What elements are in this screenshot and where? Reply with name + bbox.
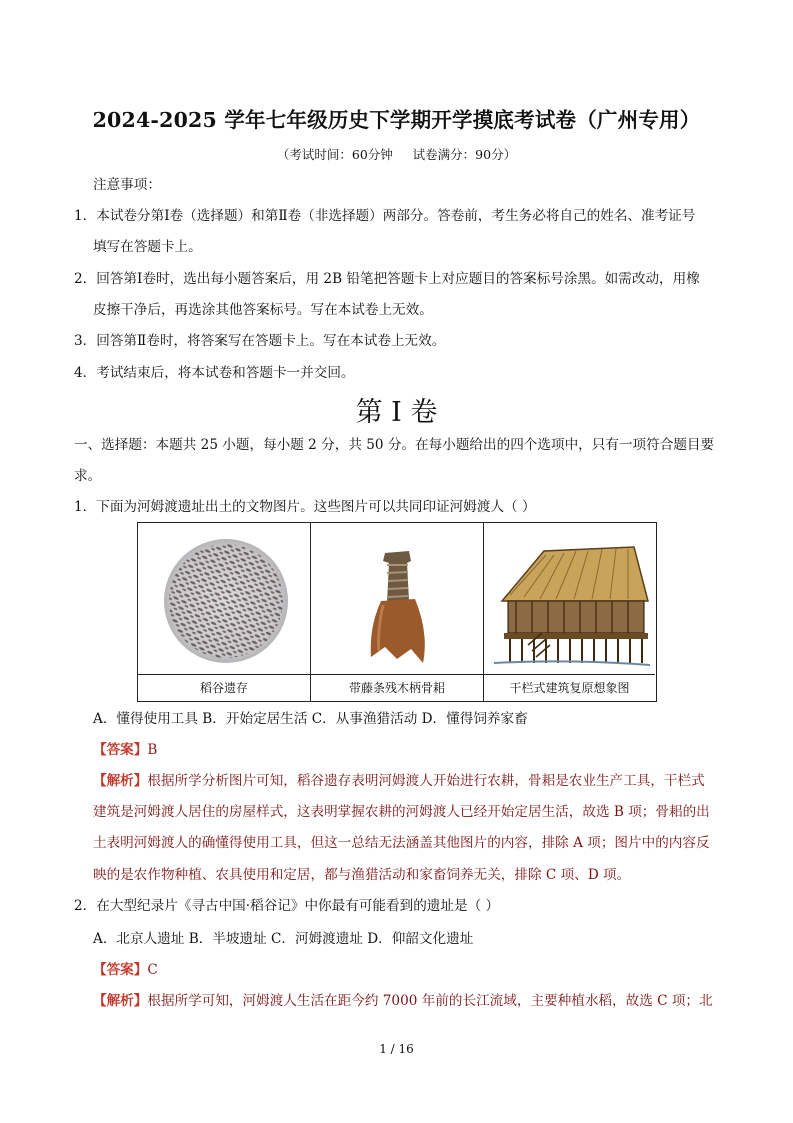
question-2-stem: 2．在大型纪录片《寻古中国·稻谷记》中你最有可能看到的遗址是（ ） [74, 898, 500, 914]
analysis-line: 土表明河姆渡人的确懂得使用工具，但这一总结无法涵盖其他图片的内容，排除 A 项；图片中的内容反 [93, 835, 710, 851]
section-title: 第 I 卷 [355, 397, 438, 428]
page-number: 1 / 16 [379, 1042, 414, 1056]
analysis-line: 根据所学可知，河姆渡人生活在距今约 7000 年前的长江流域，主要种植水稻，故选 C 项；北 [147, 993, 713, 1009]
answer-value: B [147, 742, 158, 758]
answer-label: 【答案】 [93, 962, 148, 978]
bone-spade-caption: 带藤条残木柄骨耜 [311, 674, 483, 701]
stilt-house-cell [484, 523, 655, 701]
note-item: 皮擦干净后，再选涂其他答案标号。写在本试卷上无效。 [93, 302, 433, 318]
question-2-answer [93, 961, 158, 979]
note-item: 1．本试卷分第Ⅰ卷（选择题）和第Ⅱ卷（非选择题）两部分。答卷前，考生务必将自己的姓名、准考证号 [74, 208, 696, 224]
rice-remains-caption: 稻谷遗存 [138, 674, 310, 701]
exam-info: （考试时间：60分钟 试卷满分：90分） [276, 147, 517, 162]
rice-remains-cell [138, 523, 310, 701]
question-1-options: A．懂得使用工具 B．开始定居生活 C．从事渔猎活动 D．懂得饲养家畜 [93, 711, 528, 727]
bone-spade-image [311, 523, 483, 675]
analysis-line: 映的是农作物种植、农具使用和定居，都与渔猎活动和家畜饲养无关，排除 C 项、D 项。 [93, 867, 631, 883]
page-title: 2024-2025 学年七年级历史下学期开学摸底考试卷（广州专用） [92, 108, 701, 132]
question-1-stem: 1．下面为河姆渡遗址出土的文物图片。这些图片可以共同印证河姆渡人（ ） [74, 499, 536, 515]
artifact-image-table [137, 522, 657, 702]
notes-heading: 注意事项： [93, 177, 161, 193]
answer-label: 【答案】 [93, 742, 148, 758]
analysis-label: 【解析】 [93, 773, 148, 789]
question-1-answer [93, 741, 157, 759]
bone-spade-cell [311, 523, 483, 701]
answer-value: C [147, 962, 158, 978]
stilt-house-caption: 干栏式建筑复原想象图 [484, 674, 655, 701]
question-1-analysis [93, 772, 705, 790]
analysis-line: 建筑是河姆渡人居住的房屋样式，这表明掌握农耕的河姆渡人已经开始定居生活，故选 B 项；骨耜的出 [93, 804, 710, 820]
analysis-label: 【解析】 [93, 993, 148, 1009]
question-2-analysis [93, 992, 713, 1010]
question-2-options: A．北京人遗址 B．半坡遗址 C．河姆渡遗址 D．仰韶文化遗址 [93, 931, 474, 947]
note-item: 4．考试结束后，将本试卷和答题卡一并交回。 [74, 365, 355, 381]
stilt-house-image [484, 523, 655, 675]
note-item: 填写在答题卡上。 [93, 239, 202, 255]
analysis-line: 根据所学分析图片可知，稻谷遗存表明河姆渡人开始进行农耕，骨耜是农业生产工具，干栏式 [147, 773, 705, 789]
note-item: 2．回答第Ⅰ卷时，选出每小题答案后，用 2B 铅笔把答题卡上对应题目的答案标号涂黑。如需改动，用橡 [74, 271, 700, 287]
rice-remains-image [138, 523, 310, 675]
section-instruction: 求。 [74, 468, 102, 484]
note-item: 3．回答第Ⅱ卷时，将答案写在答题卡上。写在本试卷上无效。 [74, 333, 446, 349]
section-instruction: 一、选择题：本题共 25 小题，每小题 2 分，共 50 分。在每小题给出的四个选项中，只有一项符合题目要 [74, 437, 715, 453]
